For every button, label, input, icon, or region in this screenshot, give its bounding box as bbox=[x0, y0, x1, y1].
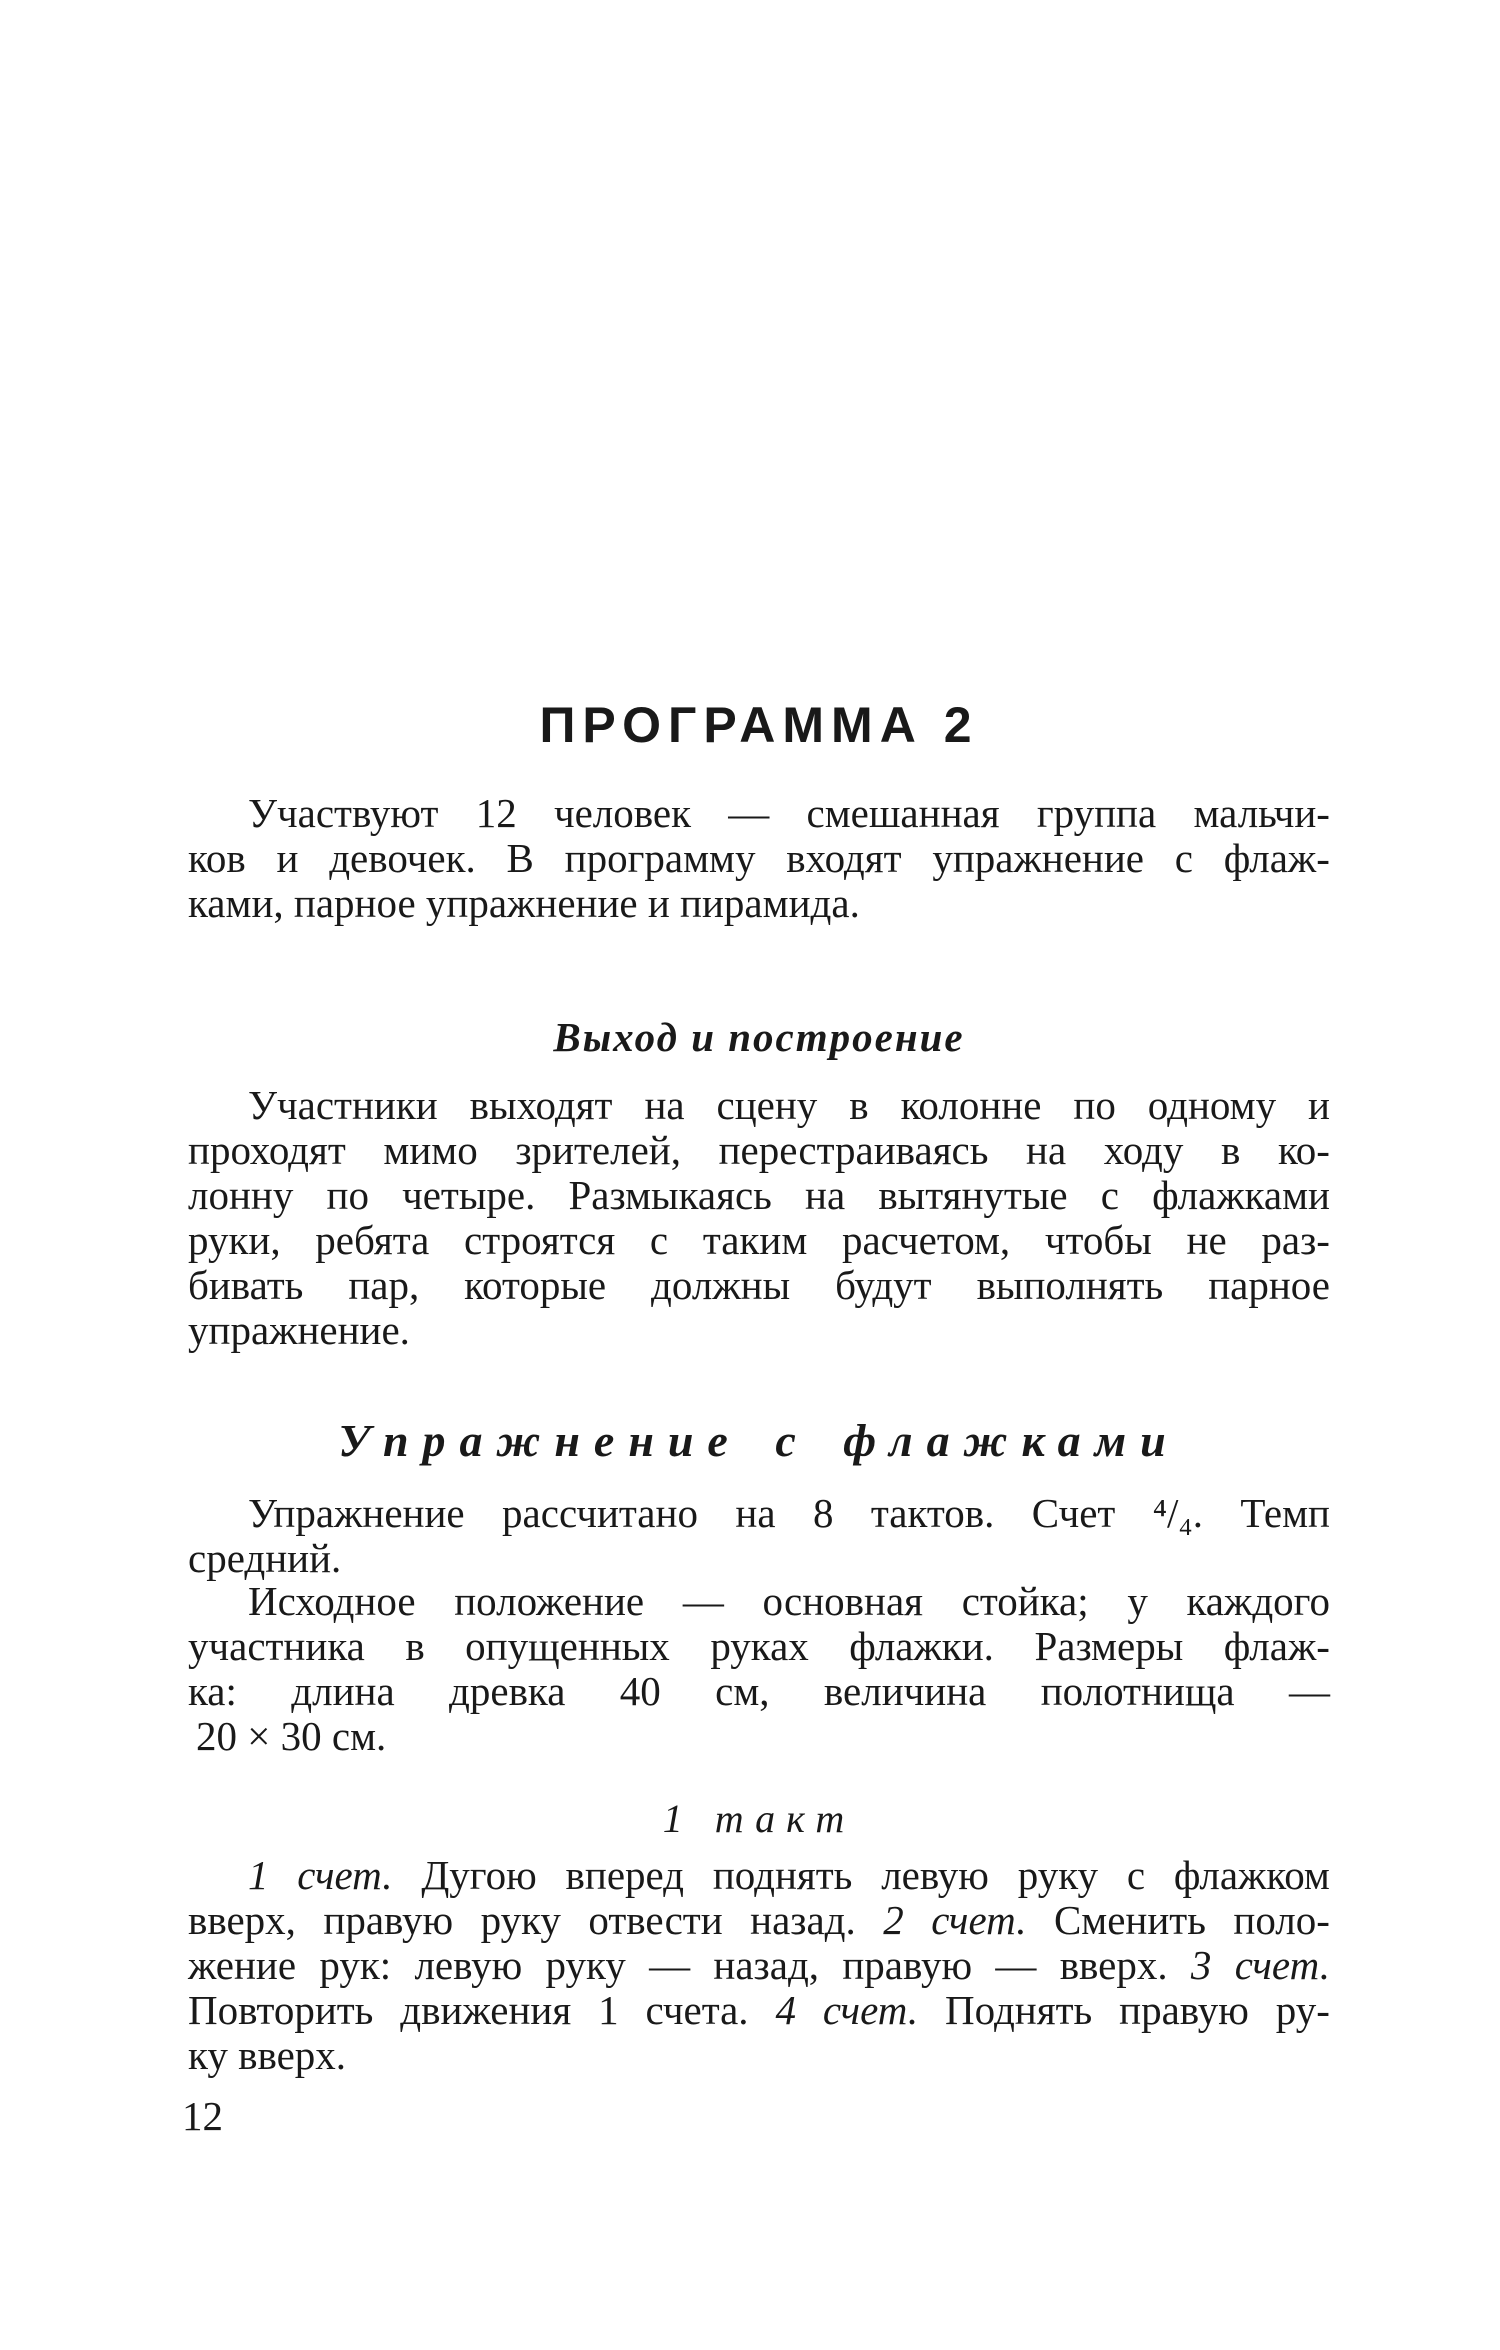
paragraph-exit-body bbox=[188, 1083, 1330, 1353]
text-line: Повторить движения 1 счета. 4 счет. Поднять правую ру- bbox=[188, 1987, 1330, 2033]
heading-flag-exercise: Упражнение с флажками bbox=[338, 1415, 1180, 1466]
paragraph-flags-setup bbox=[188, 1579, 1330, 1759]
text-line: руки, ребята строятся с таким расчетом, чтобы не раз- bbox=[188, 1217, 1330, 1263]
text-line: ками, парное упражнение и пирамида. bbox=[188, 880, 860, 926]
text-line: Участники выходят на сцену в колонне по одному и bbox=[248, 1082, 1330, 1128]
text-line: Упражнение рассчитано на 8 тактов. Счет ⁴/₄. Темп bbox=[248, 1490, 1330, 1536]
paragraph-intro bbox=[188, 791, 1330, 926]
text-line: Исходное положение — основная стойка; у каждого bbox=[248, 1578, 1330, 1624]
text-line: жение рук: левую руку — назад, правую — вверх. 3 счет. bbox=[188, 1942, 1330, 1988]
text-line: проходят мимо зрителей, перестраиваясь на ходу в ко- bbox=[188, 1127, 1330, 1173]
text-line: 20 × 30 см. bbox=[196, 1713, 387, 1759]
text-line: средний. bbox=[188, 1535, 342, 1581]
text-line: упражнение. bbox=[188, 1307, 410, 1353]
heading-takt-1: 1 такт bbox=[662, 1796, 856, 1841]
text-line: ку вверх. bbox=[188, 2032, 347, 2078]
paragraph-flags-intro bbox=[188, 1491, 1330, 1581]
text-line: бивать пар, которые должны будут выполнять парное bbox=[188, 1262, 1330, 1308]
page-title: ПРОГРАММА 2 bbox=[539, 697, 979, 753]
text-line: ков и девочек. В программу входят упражнение с флаж- bbox=[188, 835, 1330, 881]
text-line: участника в опущенных руках флажки. Размеры флаж- bbox=[188, 1623, 1330, 1669]
page-number: 12 bbox=[182, 2093, 223, 2139]
text-line: вверх, правую руку отвести назад. 2 счет. Сменить поло- bbox=[188, 1897, 1330, 1943]
heading-exit-and-formation: Выход и построение bbox=[553, 1014, 965, 1060]
paragraph-takt1-body bbox=[188, 1853, 1330, 2078]
text-line: ка: длина древка 40 см, величина полотнища — bbox=[188, 1668, 1330, 1714]
text-line: Участвуют 12 человек — смешанная группа мальчи- bbox=[248, 790, 1330, 836]
text-line: 1 счет. Дугою вперед поднять левую руку с флажком bbox=[248, 1852, 1330, 1898]
text-line: лонну по четыре. Размыкаясь на вытянутые с флажками bbox=[188, 1172, 1330, 1218]
